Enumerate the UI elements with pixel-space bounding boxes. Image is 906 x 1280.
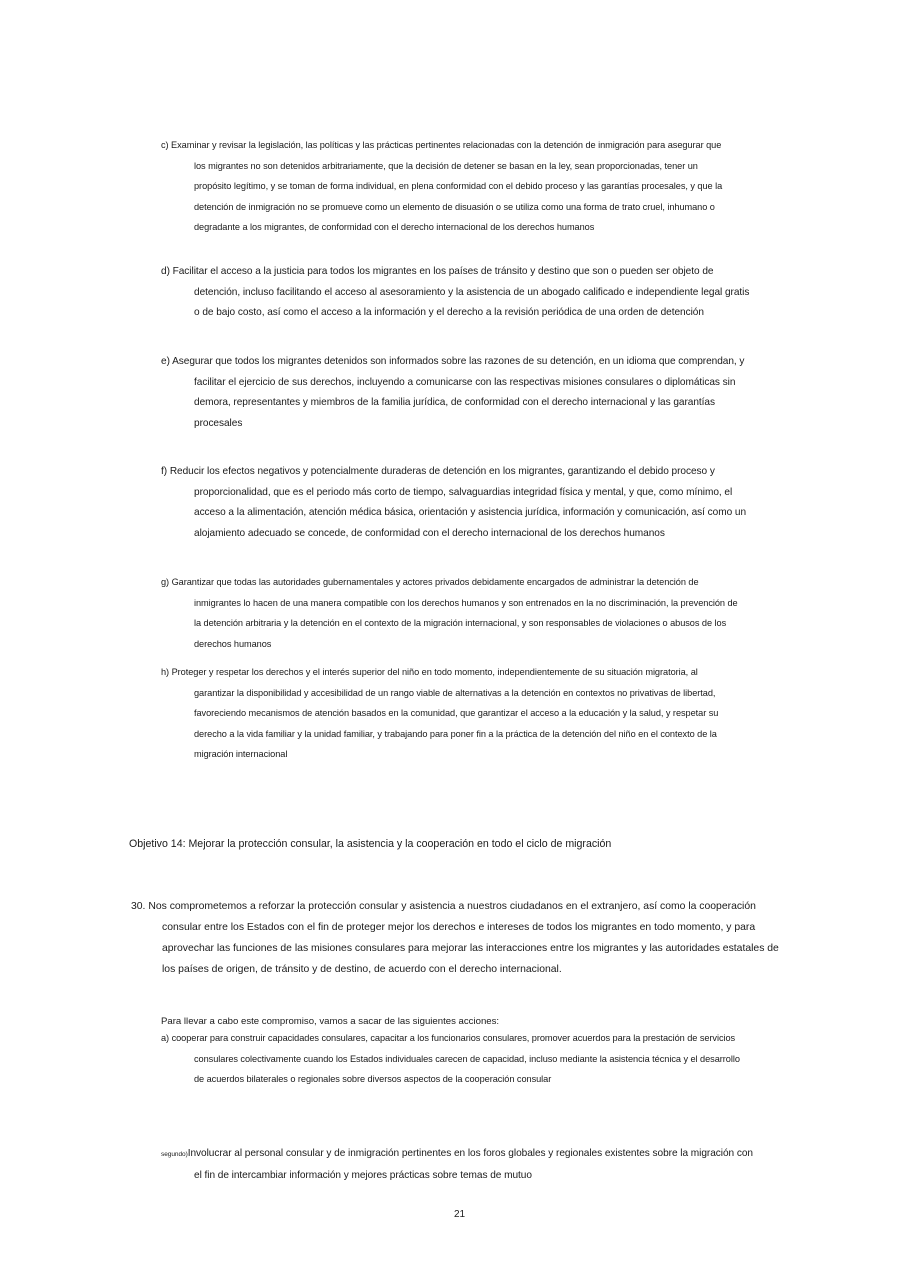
paragraph-line: los países de origen, de tránsito y de destino, de acuerdo con el derecho internacional.	[162, 963, 562, 975]
action-line: de acuerdos bilaterales o regionales sobre diversos aspectos de la cooperación consular	[194, 1074, 552, 1084]
item-line: e) Asegurar que todos los migrantes detenidos son informados sobre las razones de su detención, en un idioma que comprendan, y	[161, 356, 745, 367]
list-item-g	[161, 572, 738, 654]
item-line: proporcionalidad, que es el periodo más corto de tiempo, salvaguardias integridad física y mental, y que, como mínimo, el	[194, 486, 733, 498]
action-text: Involucrar al personal consular y de inmigración pertinentes en los foros globales y regionales existentes sobre la migración con	[187, 1148, 753, 1159]
action-marker: segundo)	[161, 1151, 188, 1158]
item-line: migración internacional	[194, 749, 288, 759]
item-line: la detención arbitraria y la detención en el contexto de la migración internacional, y son responsables de violaciones o abusos de los	[194, 618, 727, 628]
actions-intro: Para llevar a cabo este compromiso, vamos a sacar de las siguientes acciones:	[161, 1016, 500, 1027]
item-line: detención, incluso facilitando el acceso al asesoramiento y la asistencia de un abogado calificado e independiente legal gratis	[194, 286, 750, 298]
paragraph-line: aprovechar las funciones de las misiones consulares para mejorar las interacciones entre los migrantes y las autoridades estatales de	[162, 942, 779, 954]
action-a	[161, 1028, 740, 1090]
item-line: f) Reducir los efectos negativos y potencialmente duraderas de detención en los migrantes, garantizando el debido proceso y	[161, 466, 715, 477]
item-line: c) Examinar y revisar la legislación, las políticas y las prácticas pertinentes relacionadas con la detención de inmigración para asegurar que	[161, 140, 722, 150]
item-line: degradante a los migrantes, de conformidad con el derecho internacional de los derechos humanos	[194, 222, 595, 232]
item-line: los migrantes no son detenidos arbitrariamente, que la decisión de detener se basan en la ley, sean proporcionadas, tener un	[194, 160, 698, 171]
action-line: a) cooperar para construir capacidades consulares, capacitar a los funcionarios consulares, promover acuerdos para la prestación de servicios	[161, 1033, 736, 1043]
item-line: alojamiento adecuado se concede, de conformidad con el derecho internacional de los derechos humanos	[194, 527, 665, 539]
item-line: derecho a la vida familiar y la unidad familiar, y trabajando para poner fin a la práctica de la detención del niño en el contexto de la	[194, 728, 717, 739]
list-item-f	[161, 462, 746, 544]
item-line: favoreciendo mecanismos de atención basados en la comunidad, que garantizar el acceso a la educación y la salud, y respetar su	[194, 708, 719, 718]
list-item-d	[161, 262, 749, 324]
action-line: consulares colectivamente cuando los Estados individuales carecen de capacidad, incluso mediante la asistencia técnica y el desarrollo	[194, 1053, 740, 1064]
item-line: derechos humanos	[194, 638, 272, 649]
list-item-e	[161, 352, 744, 434]
item-line: garantizar la disponibilidad y accesibilidad de un rango viable de alternativas a la detención en contextos no privativas de libertad,	[194, 687, 716, 698]
item-line: demora, representantes y miembros de la familia jurídica, de conformidad con el derecho internacional y las garantías	[194, 397, 715, 408]
paragraph-30	[131, 897, 779, 981]
item-line: propósito legítimo, y se toman de forma individual, en plena conformidad con el debido proceso y las garantías procesales, y que la	[194, 181, 723, 191]
objective-heading: Objetivo 14: Mejorar la protección consular, la asistencia y la cooperación en todo el ciclo de migración	[129, 838, 612, 850]
item-line: o de bajo costo, así como el acceso a la información y el derecho a la revisión periódica de una orden de detención	[194, 307, 704, 318]
item-line: d) Facilitar el acceso a la justicia para todos los migrantes en los países de tránsito y destino que son o pueden ser objeto de	[161, 266, 714, 277]
item-line: g) Garantizar que todas las autoridades gubernamentales y actores privados debidamente encargados de administrar la detención de	[161, 577, 699, 587]
item-line: facilitar el ejercicio de sus derechos, incluyendo a comunicarse con las respectivas misiones consulares o diplomáticas sin	[194, 376, 736, 388]
paragraph-line: consular entre los Estados con el fin de proteger mejor los derechos e intereses de todos los migrantes en todo momento, y para	[162, 921, 756, 933]
action-line: el fin de intercambiar información y mejores prácticas sobre temas de mutuo	[194, 1169, 532, 1181]
item-line: acceso a la alimentación, atención médica básica, orientación y asistencia jurídica, información y comunicación, así como un	[194, 507, 747, 518]
item-line: procesales	[194, 417, 243, 429]
item-line: inmigrantes lo hacen de una manera compatible con los derechos humanos y son entrenados en la no discriminación, la prevención de	[194, 597, 738, 608]
page-number: 21	[454, 1209, 466, 1220]
item-line: h) Proteger y respetar los derechos y el interés superior del niño en todo momento, independientemente de su situación migratoria, al	[161, 667, 698, 677]
list-item-h	[161, 662, 718, 765]
action-b	[161, 1144, 753, 1186]
item-line: detención de inmigración no se promueve como un elemento de disuasión o se utiliza como una forma de trato cruel, inhumano o	[194, 201, 715, 212]
action-line	[161, 1144, 753, 1166]
list-item-c	[161, 135, 722, 238]
paragraph-line: 30. Nos comprometemos a reforzar la protección consular y asistencia a nuestros ciudadanos en el extranjero, así como la cooperación	[131, 901, 756, 912]
